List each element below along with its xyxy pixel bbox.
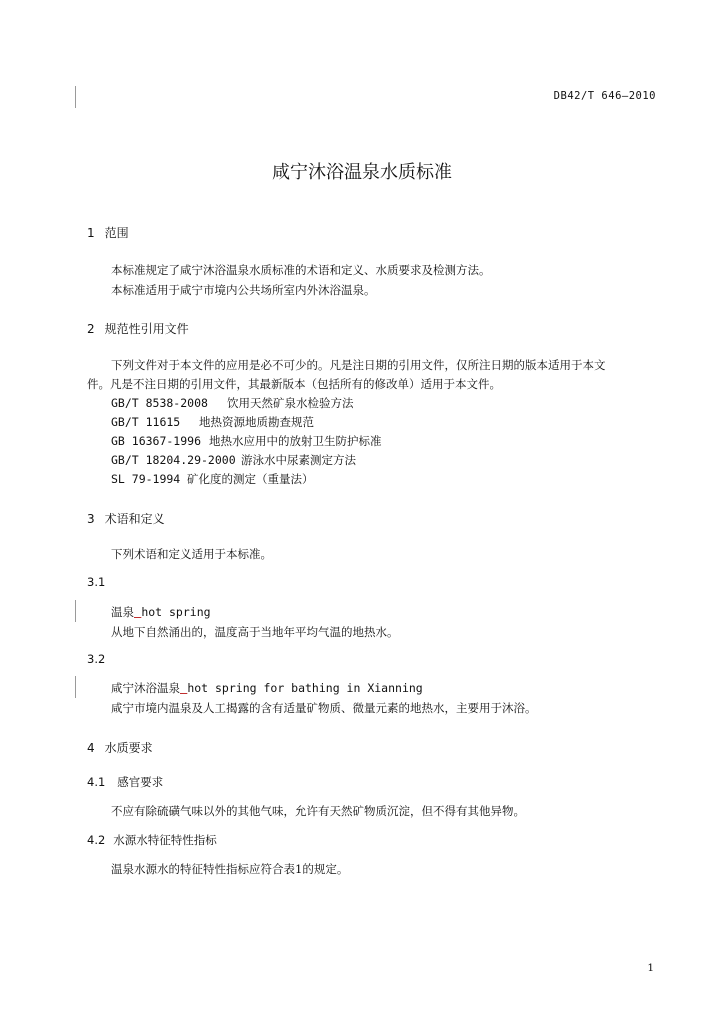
term-number: 3.1 <box>87 575 106 589</box>
document-title: 咸宁沐浴温泉水质标准 <box>272 162 452 183</box>
section-heading-scope <box>87 224 129 241</box>
reference-name: 饮用天然矿泉水检验方法 <box>227 396 354 410</box>
reference-code: GB 16367-1996 <box>111 434 202 448</box>
section-number: 4 <box>87 741 95 755</box>
section-title: 术语和定义 <box>104 512 165 526</box>
document-code: DB42/T 646—2010 <box>553 90 656 102</box>
reference-item <box>111 471 314 487</box>
reference-item <box>111 452 356 468</box>
margin-marker <box>75 676 76 698</box>
term-english: hot spring <box>141 605 211 619</box>
term-chinese: 温泉 <box>111 605 134 619</box>
section-number: 2 <box>87 322 95 336</box>
reference-name: 地热资源地质勘查规范 <box>199 415 314 429</box>
section-title: 规范性引用文件 <box>104 322 189 336</box>
reference-name: 地热水应用中的放射卫生防护标准 <box>209 434 382 448</box>
paragraph: 不应有除硫磺气味以外的其他气味，允许有天然矿物质沉淀，但不得有其他异物。 <box>111 804 525 818</box>
subsection-number: 4.1 <box>87 775 106 789</box>
section-number: 1 <box>87 226 95 240</box>
reference-item <box>111 395 354 411</box>
paragraph: 下列术语和定义适用于本标准。 <box>111 547 272 561</box>
term-heading <box>111 604 211 620</box>
paragraph: 本标准规定了咸宁沐浴温泉水质标准的术语和定义、水质要求及检测方法。 <box>111 263 491 277</box>
page-number: 1 <box>647 962 654 974</box>
term-heading <box>111 680 423 696</box>
reference-code: GB/T 18204.29-2000 <box>111 453 236 467</box>
reference-name: 游泳水中尿素测定方法 <box>241 453 356 467</box>
paragraph: 件。凡是不注日期的引用文件，其最新版本（包括所有的修改单）适用于本文件。 <box>87 377 501 391</box>
reference-code: GB/T 11615 <box>111 415 181 429</box>
margin-marker <box>75 600 76 622</box>
subsection-number: 4.2 <box>87 833 106 847</box>
section-heading-water-quality <box>87 739 153 756</box>
margin-marker <box>75 86 76 108</box>
paragraph: 本标准适用于咸宁市境内公共场所室内外沐浴温泉。 <box>111 283 376 297</box>
paragraph: 温泉水源水的特征特性指标应符合表1的规定。 <box>111 862 349 876</box>
section-heading-terms <box>87 510 165 527</box>
section-heading-references <box>87 320 189 337</box>
subsection-heading <box>87 832 217 848</box>
term-definition: 从地下自然涌出的，温度高于当地年平均气温的地热水。 <box>111 625 399 639</box>
reference-item <box>111 414 314 430</box>
paragraph: 下列文件对于本文件的应用是必不可少的。凡是注日期的引用文件，仅所注日期的版本适用于本文 <box>111 358 606 372</box>
subsection-title: 水源水特征特性指标 <box>113 833 217 847</box>
reference-code: GB/T 8538-2008 <box>111 396 208 410</box>
reference-item <box>111 433 382 449</box>
subsection-title: 感官要求 <box>117 775 164 789</box>
term-number: 3.2 <box>87 652 106 666</box>
section-title: 范围 <box>104 226 129 240</box>
section-number: 3 <box>87 512 95 526</box>
section-title: 水质要求 <box>104 741 153 755</box>
term-definition: 咸宁市境内温泉及人工揭露的含有适量矿物质、微量元素的地热水，主要用于沐浴。 <box>111 701 537 715</box>
term-english: hot spring for bathing in Xianning <box>187 681 423 695</box>
term-chinese: 咸宁沐浴温泉 <box>111 681 180 695</box>
subsection-heading <box>87 774 163 790</box>
reference-name: 矿化度的测定（重量法） <box>187 472 314 486</box>
reference-code: SL 79-1994 <box>111 472 181 486</box>
